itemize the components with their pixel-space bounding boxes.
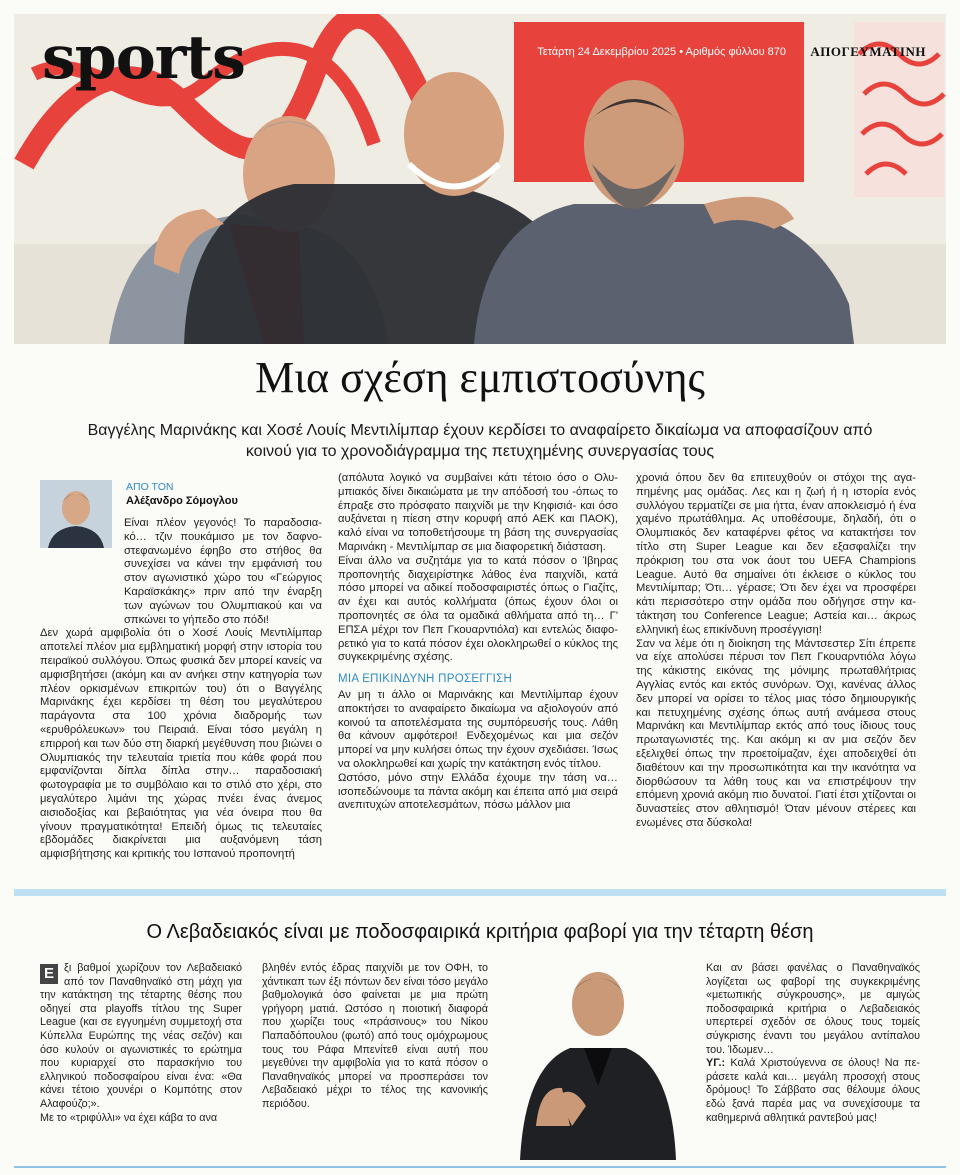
article-column-3 xyxy=(636,472,916,831)
paragraph: χρονιά όπου δεν θα επιτευχθούν οι στόχοι της αγαπημένης μας ομάδας. Λες και η ζωή ή η ιστορία ενός συλλόγου τερματίζει σε μια ήττα, έναν αποκλεισμό ή ένα χαμένο πρωτάθλημα. Ας υποθέσουμε, δηλαδή, ότι ο Ολυμπιακός δεν καταφέρνει φέτος να κατακτήσει τον τίτλο στη Super League και δεν εξασφαλίζει την πρόκριση του στα νοκ άουτ του UEFA Champions League. Αυτό θα σημαίνει ότι έκλεισε ο κύκλος του Μεντιλίμπαρ; Ότι… γέρασε; Ότι δεν έχει να προσφέρει κάτι περισσότερο στην ομάδα που οδήγησε στην κατάκτηση του Conference League; Αστεία και… άκρως ελληνική έως επικίνδυνη προσέγγιση! xyxy=(636,472,916,636)
author-name: Αλέξανδρο Σόμογλου xyxy=(126,495,238,507)
paragraph: Σαν να λέμε ότι η διοίκηση της Μάντσεστερ Σίτι έπρεπε να είχε απολύσει πέρυσι τον Πεπ Γκουαρντιόλα λόγω της κάκιστης εικόνας της μόνιμης πρωταθλήτριας Αγγλίας εντός και εκτός συνόρων. Όχι, κανένας άλλος δεν μπορεί να ορίσει το τέλος μιας τόσο δημιουργικής και πετυχημένης σχέσης όπως αυτή ανάμεσα στους Μαρινάκη και Μεντιλίμπαρ εκτός από τους ίδιους τους πρωταγωνιστές της. Και ακόμη κι αν μια σεζόν δεν εξελιχθεί όπως την προετοίμαζαν, έχει αποδειχθεί ότι διαθέτουν και την προσωπικότητα και την ικανότητα να διορθώσουν τα λάθη τους και να επιστρέψουν την επόμενη χρονιά ακόμη πιο δυνατοί. Γιατί έτσι χτίζονται οι δυναστείες στον αθλητισμό! Όταν μένουν στέρεες και ενωμένες στα δύσκολα! xyxy=(636,637,916,829)
paragraph xyxy=(40,962,242,1112)
paragraph: Με το «τριφύλλι» να έχει κάβα το ανα xyxy=(40,1111,218,1124)
section-masthead: sports xyxy=(42,23,245,93)
paragraph: Είναι πλέον γεγονός! Το παραδοσιακό… τζιν πουκάμισο με τον δαφνοστεφανωμένο έφηβο στο στήθος θα συνεχίσει να κάνει την εμφάνισή του στον αγωνιστικό χώρο του «Γεώργιος Καραϊσκάκης» πριν από την έναρξη των αγώνων του Ολυμπιακού και να σπκώνει το γήπεδο στο πόδι! xyxy=(124,517,322,626)
article2-column-3 xyxy=(706,962,920,1125)
article-column-1 xyxy=(40,517,322,862)
newspaper-name: ΑΠΟΓΕΥΜΑΤΙΝΗ xyxy=(810,44,926,59)
header-photo xyxy=(14,14,946,344)
article-headline: Μια σχέση εμπιστοσύνης xyxy=(255,353,705,402)
ps-text: Καλά Χριστούγεννα σε όλους! Να περάσετε καλά και… μεγάλη προσοχή στους δρόμους! Το Σάββατο σας θέλουμε όλους εδώ ξανά παρέα μας να συνεχίσουμε τα καθημερινά αθλητικά ραντεβού μας! xyxy=(706,1057,920,1124)
author-label: ΑΠΟ ΤΟΝ xyxy=(126,481,174,493)
paragraph xyxy=(706,1057,920,1125)
article2-headline: Ο Λεβαδειακός είναι με ποδοσφαιρικά κριτήρια φαβορί για την τέταρτη θέση xyxy=(146,921,814,943)
paragraph: βληθέν εντός έδρας παιχνίδι με τον ΟΦΗ, το χάντικαπ των έξι πόντων δεν είναι τόσο μεγάλο βαθμολογικά όσο φαίνεται με μια πρώτη γρήγορη ματιά. Ωστόσο η ποιοτική διαφορά που χωρίζει τους «πράσινους» του Νίκου Παπαδόπουλου (φωτό) από τους ομόχρωμους τους του Ράφα Μπενίτεθ είναι αυτή που μεγεθύνει την αμφιβολία για το κατά πόσον ο Παναθηναϊκός μπορεί να προσπεράσει τον Λεβαδειακό μέχρι το τέλος της κανονικής περιόδου. xyxy=(262,962,488,1110)
paragraph: Ωστόσο, μόνο στην Ελλάδα έχουμε την τάση να… ισοπεδώνουμε τα πάντα ακόμη και έπειτα από μια σειρά ανεπιτυχών αποτελεσμάτων, πόσω μάλλον μια xyxy=(338,771,618,812)
issue-line: Τετάρτη 24 Δεκεμβρίου 2025 • Αριθμός φύλλου 870 xyxy=(537,46,786,58)
section-divider xyxy=(14,889,946,896)
article-subhead: Βαγγέλης Μαρινάκης και Χοσέ Λουίς Μεντιλίμπαρ έχουν κερδίσει το αναφαίρετο δικαίωμα να αποφασίζουν από κοινού για το χρονοδιάγραμμα της πετυχημένης συνεργασίας τους xyxy=(87,422,873,460)
coach-photo xyxy=(500,956,696,1160)
paragraph: Και αν βάσει φανέλας ο Παναθηναϊκός λογίζεται ως φαβορί της συγκεκριμένης «μετωπικής σύγκρουσης», με αμιγώς ποδοσφαιρικά κριτήρια ο Λεβαδειακός υπερτερεί σχεδόν σε όλους τους τομείς σύγκρισης έναντι του μεγάλου αντίπαλου του. Ίδωμεν… xyxy=(706,962,920,1056)
paragraph-text: ξι βαθμοί χωρίζουν τον Λεβαδειακό από τον Παναθηναϊκό στη μάχη για την κατάκτηση της τέταρτης θέσης που οδηγεί στα playoffs τίτλου της Super League (και σε εγγυημένη συμμετοχή στα Κύπελλα Ευρώπης της νέας σεζόν) και όσο κυλούν οι αγωνιστικές το ερώτημα που κυριαρχεί στο παρασκήνιο του ελληνικού ποδοσφαίρου είναι ένα: «Θα κάνει τέτοιο χουνέρι ο Κομπότης στον Αλαφούζο;». xyxy=(40,962,242,1110)
ps-label: ΥΓ.: xyxy=(706,1057,726,1070)
paragraph: (απόλυτα λογικό να συμβαίνει κάτι τέτοιο όσο ο Ολυμπιακός δίνει δικαιώματα με την απόδοσή του -όπως το έπραξε στο πρόσφατο παιχνίδι με την Κηφισιά- και όσο αυξάνεται η πίεση στην κορυφή από ΑΕΚ και ΠΑΟΚ), καλό είναι να τοποθετήσουμε τη βάση της συνεργασίας Μαρινάκη - Μεντιλίμπαρ σε μια διαφορετική διάσταση. xyxy=(338,472,618,553)
paragraph: Αν μη τι άλλο οι Μαρινάκης και Μεντιλίμπαρ έχουν αποκτήσει το αναφαίρετο δικαίωμα να αξιολογούν από κοινού τα αποτελέσματα της συμπόρευσής τους. Λάθη θα κάνουν αμφότεροι! Ενδεχομένως και μια σεζόν μπορεί να μην κυλήσει όπως την έχουν σχεδιάσει. Ίσως να ολοκληρωθεί και χωρίς την κατάκτηση ενός τίτλου. xyxy=(338,688,618,770)
paragraph: Δεν χωρά αμφιβολία ότι ο Χοσέ Λουίς Μεντιλίμπαρ αποτελεί πλέον μια εμβληματική μορφή στην ιστορία του πειραϊκού συλλόγου. Όπως φυσικά δεν μπορεί κανείς να αμφισβητήσει (ακόμη και αν ανήκει στην κατηγορία των πλέον ορκισμένων επικριτών του) ότι ο Βαγγέλης Μαρινάκης έχει κερδίσει τη θέση του μεγαλύτερου παράγοντα στα 100 χρόνια διαδρομής των «ερυθρόλευκων» του Πειραιά. Είναι τόσο μεγάλη η επιρροή και των δύο στη διαρκή μεγέθυνση που βιώνει ο Ολυμπιακός την τελευταία τριετία που κάθε φορά που εμφανίζονται δίπλα δίπλα στην… παραδοσιακή φωτογραφία με το συμβόλαιο και το στιλό στο χέρι, στο μεγαλύτερο λιμάνι της χώρας πνέει ένας άνεμος αισιοδοξίας και βεβαιότητας για νέα όνειρα που θα γίνουν πραγματικότητα! Επειδή όμως τις τελευταίες εβδομάδες διακρίνεται μια αυξανόμενη τάση αμφισβήτησης και κριτικής του Ισπανού προπονητή xyxy=(40,627,322,861)
bottom-rule xyxy=(14,1166,946,1168)
article-column-2 xyxy=(338,472,618,813)
paragraph: Είναι άλλο να συζητάμε για το κατά πόσον ο Ίβηρας προπονητής διαχειρίστηκε λάθος ένα παιχνίδι, κατά πόσο μπορεί να αδικεί ποδοσφαιριστές όπως ο Γιαζίτς, αν έχει και αυτός κολλήματα (όπως έχουν όλοι οι προπονητές σε όλα τα ομαδικά αθλήματα από τη… Γ' ΕΠΣΑ μέχρι τον Πεπ Γκουαρντιόλα) και εντελώς διαφορετικό για το κατά πόσον έχει ολοκληρωθεί ο κύκλος της συγκεκριμένης σχέσης. xyxy=(338,554,618,664)
article2-column-2 xyxy=(262,962,488,1112)
drop-cap: Ε xyxy=(40,964,58,984)
section-title: ΜΙΑ ΕΠΙΚΙΝΔΥΝΗ ΠΡΟΣΕΓΓΙΣΗ xyxy=(338,673,513,686)
article2-column-1 xyxy=(40,962,242,1125)
